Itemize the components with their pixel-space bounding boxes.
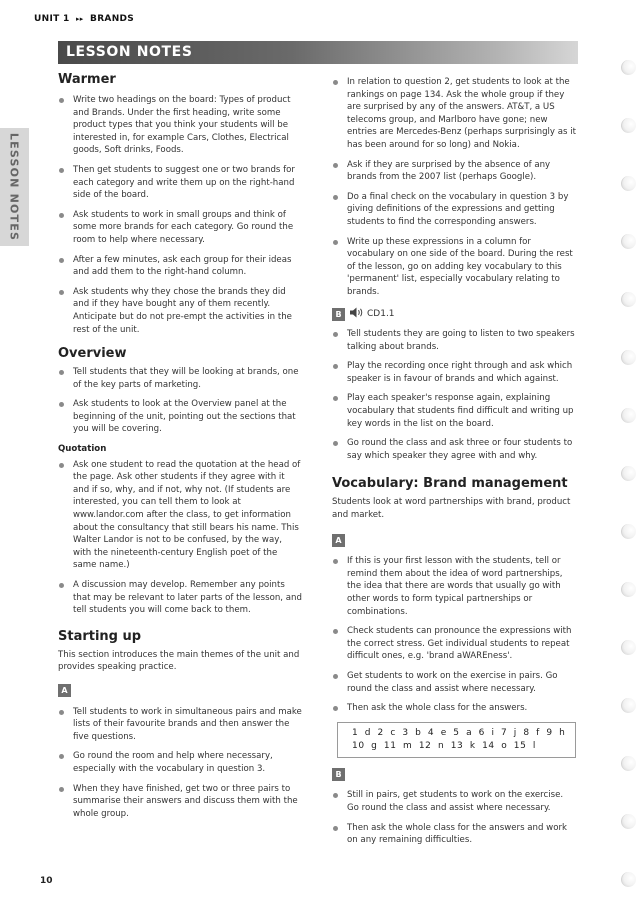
starting-up-heading: Starting up (58, 628, 142, 644)
binder-holes (616, 0, 638, 901)
binder-hole (621, 408, 636, 423)
list-item: Ask one student to read the quotation at the head of the page. Ask other students if they agree with it and if so, why, and if not, why not. (If students are interested, you can tell them to look at www.landor.com after the class, to get information about the consultancy that still bears his name. This Walter Landor is not to be confused, by the way, with the nineteenth-century English poet of the same name.) (58, 459, 302, 572)
binder-hole (621, 350, 636, 365)
warmer-list (58, 94, 302, 336)
list-item: Then ask the whole class for the answers and work on any remaining difficulties. (332, 822, 576, 847)
unit-label: UNIT 1 (34, 14, 70, 24)
starting-up-intro: This section introduces the main themes of the unit and provides speaking practice. (58, 649, 300, 673)
list-item: If this is your first lesson with the students, tell or remind them about the idea of word partnerships, the idea that there are words that usually go with other words to form typical partnerships or combinations. (332, 555, 576, 618)
page-number: 10 (40, 876, 53, 886)
binder-hole (621, 466, 636, 481)
vocab-section-b-marker (332, 768, 576, 782)
badge-a: A (332, 534, 345, 547)
list-item: Get students to work on the exercise in pairs. Go round the class and assist where necessary. (332, 670, 576, 695)
list-item: Still in pairs, get students to work on the exercise. Go round the class and assist where necessary. (332, 789, 576, 814)
section-a-marker (58, 684, 302, 698)
banner-title: LESSON NOTES (66, 44, 193, 60)
list-item: Ask if they are surprised by the absence of any brands from the 2007 list (perhaps Google). (332, 159, 576, 184)
binder-hole (621, 118, 636, 133)
binder-hole (621, 234, 636, 249)
vocabulary-intro: Students look at word partnerships with brand, product and market. (332, 497, 571, 521)
list-item: Write up these expressions in a column for vocabulary on one side of the board. During the rest of the lesson, go on adding key vocabulary to this 'permanent' list, especially vocabulary relating to brands. (332, 236, 576, 299)
starting-up-list (58, 706, 302, 821)
list-item: Tell students to work in simultaneous pairs and make lists of their favourite brands and then answer the five questions. (58, 706, 302, 744)
side-tab-label: LESSON NOTES (7, 132, 21, 242)
badge-b: B (332, 308, 345, 321)
overview-list (58, 366, 302, 436)
lesson-notes-banner (58, 41, 578, 64)
list-item: After a few minutes, ask each group for their ideas and add them to the right-hand column. (58, 254, 302, 279)
answer-key-line: 10 g 11 m 12 n 13 k 14 o 15 l (352, 740, 536, 751)
audio-speaker-icon (349, 307, 365, 323)
binder-hole (621, 60, 636, 75)
binder-hole (621, 524, 636, 539)
binder-hole (621, 582, 636, 597)
list-item: Tell students they are going to listen to two speakers talking about brands. (332, 328, 576, 353)
binder-hole (621, 640, 636, 655)
vocab-section-a-marker (332, 534, 576, 548)
double-arrow-icon: ▸▸ (75, 15, 84, 23)
running-header (34, 14, 134, 24)
list-item: Ask students to look at the Overview panel at the beginning of the unit, pointing out the sections that you will be covering. (58, 398, 302, 436)
vocab-a-list (332, 555, 576, 715)
overview-heading: Overview (58, 346, 127, 362)
left-column (58, 72, 302, 827)
list-item: Do a final check on the vocabulary in question 3 by giving definitions of the expressions and getting students to find the corresponding answers. (332, 191, 576, 229)
list-item: In relation to question 2, get students to look at the rankings on page 134. Ask the whole group if they are surprised by any of the answers. AT&T, a US telecoms group, and Marlboro have gone; new entries are Mercedes-Benz (perhaps surprisingly as it has been around for so long) and Nokia. (332, 76, 576, 152)
audio-track-label: CD1.1 (367, 309, 395, 319)
answer-key-box (337, 722, 576, 758)
list-item: Write two headings on the board: Types of product and Brands. Under the first heading, write some product types that you think your students will be interested in, for example Cars, Clothes, Electrical goods, Soft drinks, Foods. (58, 94, 302, 157)
right-column (332, 72, 576, 854)
unit-title: BRANDS (90, 14, 135, 24)
binder-hole (621, 814, 636, 829)
vocabulary-heading: Vocabulary: Brand management (332, 476, 568, 492)
list-item: Then ask the whole class for the answers. (332, 702, 576, 715)
list-item: Check students can pronounce the expressions with the correct stress. Get individual students to repeat difficult ones, e.g. 'brand aWAREness'. (332, 625, 576, 663)
quotation-list (58, 459, 302, 617)
list-item: When they have finished, get two or three pairs to summarise their answers and discuss them with the whole group. (58, 783, 302, 821)
list-item: Then get students to suggest one or two brands for each category and write them up on the right-hand side of the board. (58, 164, 302, 202)
badge-b: B (332, 768, 345, 781)
warmer-heading: Warmer (58, 72, 116, 87)
listening-list (332, 328, 576, 462)
badge-a: A (58, 684, 71, 697)
side-tab (0, 128, 29, 246)
binder-hole (621, 698, 636, 713)
vocab-b-list (332, 789, 576, 846)
list-item: Tell students that they will be looking at brands, one of the key parts of marketing. (58, 366, 302, 391)
list-item: Go round the room and help where necessary, especially with the vocabulary in question 3. (58, 750, 302, 775)
list-item: Ask students why they chose the brands they did and if they have bought any of them recently. Anticipate but do not pre-empt the activities in the rest of the unit. (58, 286, 302, 336)
binder-hole (621, 756, 636, 771)
list-item: A discussion may develop. Remember any points that may be relevant to later parts of the lesson, and tell students you will come back to them. (58, 579, 302, 617)
binder-hole (621, 292, 636, 307)
section-b-marker (332, 307, 576, 323)
answer-key-line: 1 d 2 c 3 b 4 e 5 a 6 i 7 j 8 f 9 h (352, 727, 566, 738)
list-item: Play the recording once right through and ask which speaker is in favour of brands and which against. (332, 360, 576, 385)
list-item: Go round the class and ask three or four students to say which speaker they agree with and why. (332, 437, 576, 462)
binder-hole (621, 176, 636, 191)
continued-list (332, 76, 576, 299)
binder-hole (621, 872, 636, 887)
list-item: Ask students to work in small groups and think of some more brands for each category. Go round the room to help where necessary. (58, 209, 302, 247)
list-item: Play each speaker's response again, explaining vocabulary that students find difficult and writing up key words in the list on the board. (332, 392, 576, 430)
quotation-subheading: Quotation (58, 444, 107, 455)
